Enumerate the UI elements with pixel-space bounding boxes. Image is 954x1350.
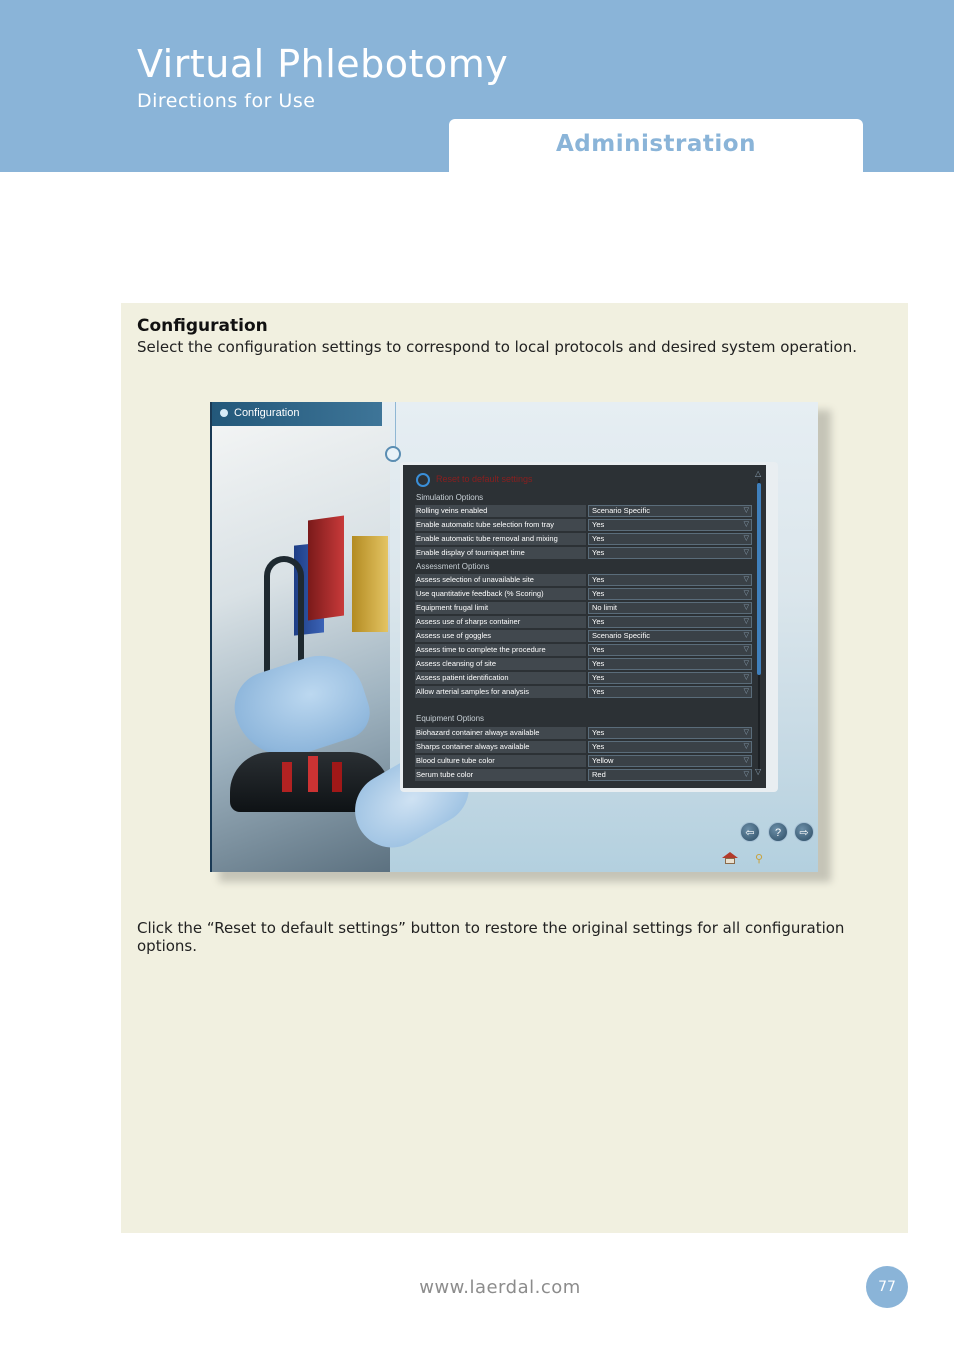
config-row-dropdown[interactable]	[588, 505, 752, 517]
dropdown-arrow-icon: ▽	[743, 757, 749, 764]
config-row-dropdown[interactable]	[588, 630, 752, 642]
section-heading: Configuration	[137, 316, 268, 336]
config-row-dropdown[interactable]	[588, 519, 752, 531]
dropdown-arrow-icon: ▽	[743, 576, 749, 583]
dropdown-arrow-icon: ▽	[743, 660, 749, 667]
config-row-value: Yes	[592, 687, 605, 696]
config-row-label: Assess cleansing of site	[415, 658, 586, 670]
back-button[interactable]: ⇦	[740, 822, 760, 842]
window-title: Configuration	[234, 407, 300, 419]
config-row-value: Yes	[592, 617, 605, 626]
reset-icon[interactable]	[416, 473, 430, 487]
config-row[interactable]	[415, 616, 752, 628]
dropdown-arrow-icon: ▽	[743, 771, 749, 778]
blood-tube	[332, 762, 342, 792]
config-row-label: Biohazard container always available	[415, 727, 586, 739]
home-body	[725, 858, 735, 864]
config-row-label: Serum tube color	[415, 769, 586, 781]
config-row-dropdown[interactable]	[588, 533, 752, 545]
document-subtitle: Directions for Use	[137, 90, 316, 112]
config-row-label: Rolling veins enabled	[415, 505, 586, 517]
dropdown-arrow-icon: ▽	[743, 535, 749, 542]
section-title-equipment: Equipment Options	[416, 714, 485, 723]
config-row-dropdown[interactable]	[588, 672, 752, 684]
config-row[interactable]	[415, 672, 752, 684]
config-row[interactable]	[415, 588, 752, 600]
dropdown-arrow-icon: ▽	[743, 646, 749, 653]
section-tab-label: Administration	[556, 131, 756, 157]
config-row-value: Yes	[592, 742, 605, 751]
blood-tube	[282, 762, 292, 792]
window-titlebar	[212, 402, 382, 426]
dropdown-arrow-icon: ▽	[743, 521, 749, 528]
document-title: Virtual Phlebotomy	[137, 42, 509, 86]
config-row-value: Scenario Specific	[592, 631, 650, 640]
dropdown-arrow-icon: ▽	[743, 590, 749, 597]
config-row-label: Equipment frugal limit	[415, 602, 586, 614]
config-row-dropdown[interactable]	[588, 644, 752, 656]
config-row[interactable]	[415, 519, 752, 531]
outro-paragraph: Click the “Reset to default settings” button to restore the original settings for all configuration options.	[137, 919, 845, 955]
config-row-value: Yes	[592, 534, 605, 543]
config-row-label: Assess use of goggles	[415, 630, 586, 642]
config-row-value: Yes	[592, 659, 605, 668]
page-header	[0, 0, 954, 172]
config-row-value: Yes	[592, 548, 605, 557]
section-title-simulation: Simulation Options	[416, 493, 484, 502]
config-row-dropdown[interactable]	[588, 574, 752, 586]
config-row-value: Yes	[592, 520, 605, 529]
supply-box-red	[308, 515, 344, 620]
window-icon	[220, 409, 228, 417]
config-row-value: Scenario Specific	[592, 506, 650, 515]
config-row-dropdown[interactable]	[588, 686, 752, 698]
config-row-dropdown[interactable]	[588, 616, 752, 628]
section-title-assessment: Assessment Options	[416, 562, 490, 571]
config-row[interactable]	[415, 741, 752, 753]
dropdown-arrow-icon: ▽	[743, 604, 749, 611]
forward-button[interactable]: ⇨	[794, 822, 814, 842]
config-row-label: Assess use of sharps container	[415, 616, 586, 628]
dropdown-arrow-icon: ▽	[743, 729, 749, 736]
config-row[interactable]	[415, 644, 752, 656]
config-row[interactable]	[415, 630, 752, 642]
scrollbar[interactable]	[755, 469, 762, 777]
config-row-value: Yes	[592, 645, 605, 654]
scroll-up-icon[interactable]: △	[755, 469, 762, 478]
section-tab	[449, 119, 863, 172]
dropdown-arrow-icon: ▽	[743, 549, 749, 556]
page-number: 77	[866, 1266, 908, 1308]
dropdown-arrow-icon: ▽	[743, 688, 749, 695]
dropdown-arrow-icon: ▽	[743, 507, 749, 514]
reset-defaults-button[interactable]: Reset to default settings	[436, 474, 533, 484]
blood-tube	[308, 756, 318, 792]
configuration-panel	[400, 462, 778, 792]
config-row-value: Yes	[592, 589, 605, 598]
intro-paragraph: Select the configuration settings to correspond to local protocols and desired system operation.	[137, 338, 857, 356]
footer-url: www.laerdal.com	[419, 1277, 581, 1298]
dropdown-arrow-icon: ▽	[743, 674, 749, 681]
config-row-label: Enable display of tourniquet time	[415, 547, 586, 559]
config-row[interactable]	[415, 686, 752, 698]
config-row[interactable]	[415, 547, 752, 559]
dropdown-arrow-icon: ▽	[743, 632, 749, 639]
scrollbar-thumb[interactable]	[757, 483, 761, 675]
config-row-dropdown[interactable]	[588, 588, 752, 600]
config-row-label: Use quantitative feedback (% Scoring)	[415, 588, 586, 600]
dropdown-arrow-icon: ▽	[743, 743, 749, 750]
config-row-label: Enable automatic tube removal and mixing	[415, 533, 586, 545]
config-row-dropdown[interactable]	[588, 727, 752, 739]
config-row-dropdown[interactable]	[588, 741, 752, 753]
config-row-dropdown[interactable]	[588, 602, 752, 614]
home-icon[interactable]	[722, 852, 736, 864]
config-row[interactable]	[415, 769, 752, 781]
config-row[interactable]	[415, 727, 752, 739]
config-row[interactable]	[415, 533, 752, 545]
config-row-dropdown[interactable]	[588, 658, 752, 670]
phlebotomy-scene-image	[212, 426, 390, 872]
config-row-value: Yes	[592, 673, 605, 682]
config-row-label: Allow arterial samples for analysis	[415, 686, 586, 698]
config-row-dropdown[interactable]	[588, 547, 752, 559]
dropdown-arrow-icon: ▽	[743, 618, 749, 625]
config-row[interactable]	[415, 755, 752, 767]
help-button[interactable]: ?	[768, 822, 788, 842]
config-row[interactable]	[415, 658, 752, 670]
config-row-label: Enable automatic tube selection from tray	[415, 519, 586, 531]
config-row-label: Sharps container always available	[415, 741, 586, 753]
supply-box-yellow	[352, 536, 388, 632]
scroll-down-icon[interactable]: ▽	[755, 767, 762, 776]
config-row[interactable]	[415, 505, 752, 517]
connector-node-icon	[385, 446, 401, 462]
config-row-label: Assess time to complete the procedure	[415, 644, 586, 656]
config-row[interactable]	[415, 602, 752, 614]
config-row-value: Yes	[592, 728, 605, 737]
config-row-value: Yes	[592, 575, 605, 584]
config-row-dropdown[interactable]	[588, 755, 752, 767]
configuration-screenshot	[210, 402, 818, 872]
config-row-label: Blood culture tube color	[415, 755, 586, 767]
config-row-label: Assess patient identification	[415, 672, 586, 684]
config-row-dropdown[interactable]	[588, 769, 752, 781]
key-icon[interactable]: ⚲	[755, 853, 764, 865]
config-row-value: No limit	[592, 603, 618, 612]
config-row-value: Red	[592, 770, 606, 779]
config-row[interactable]	[415, 574, 752, 586]
config-row-value: Yellow	[592, 756, 614, 765]
configuration-list	[403, 465, 766, 788]
config-row-label: Assess selection of unavailable site	[415, 574, 586, 586]
